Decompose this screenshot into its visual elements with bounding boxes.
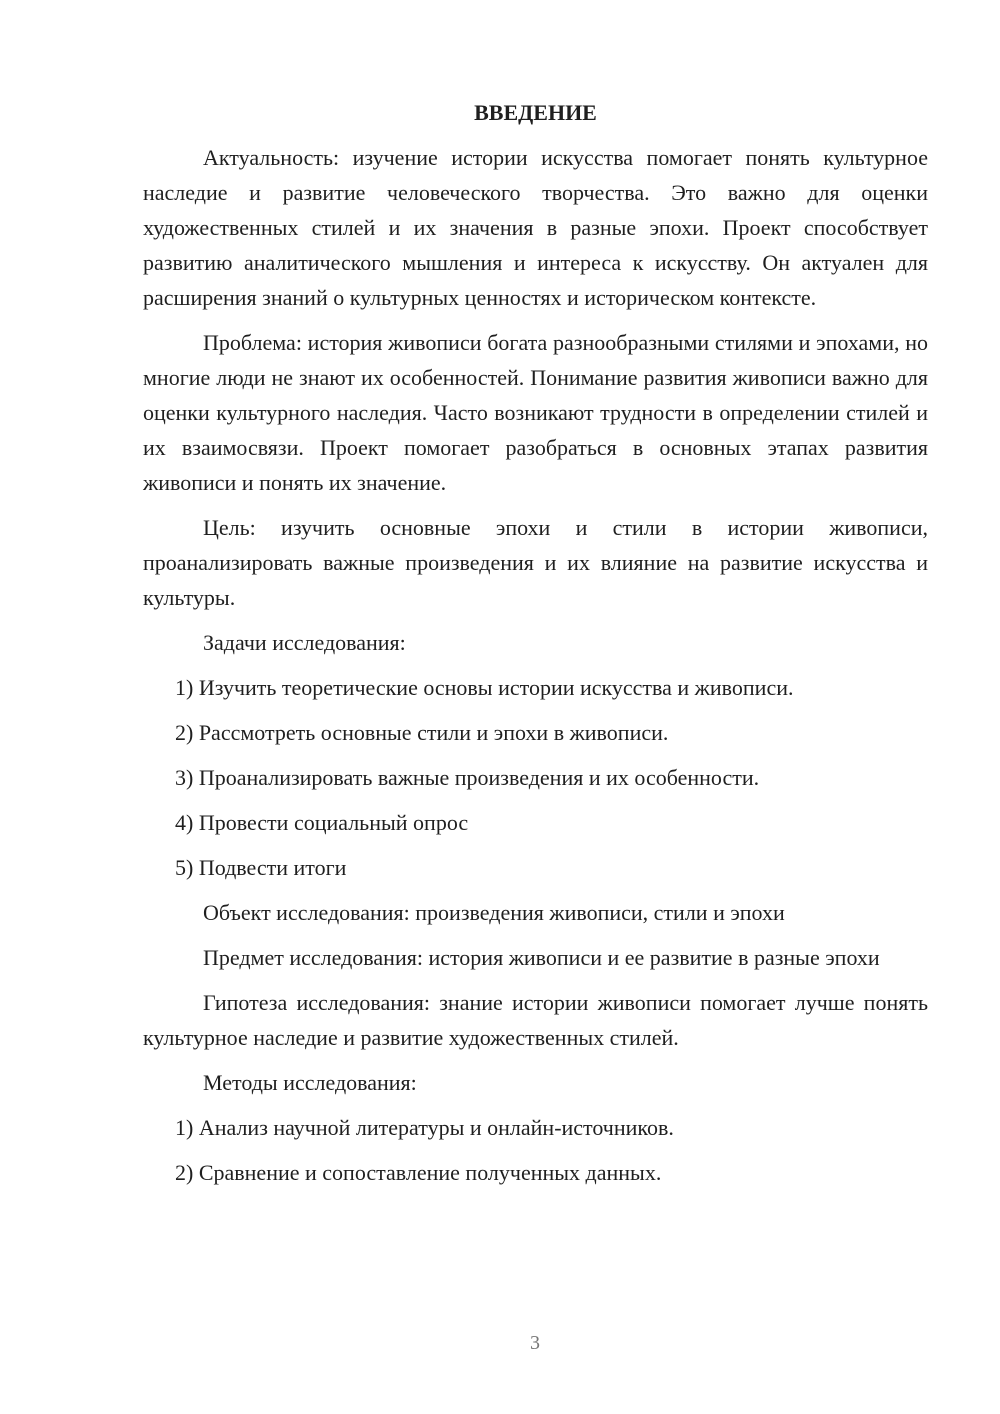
list-item: 1) Анализ научной литературы и онлайн-источников. [175,1115,674,1140]
page-content [143,95,928,1200]
methods-heading: Методы исследования: [203,1070,417,1095]
tasks-heading: Задачи исследования: [203,630,406,655]
list-item: 1) Изучить теоретические основы истории искусства и живописи. [175,675,794,700]
list-item: 4) Провести социальный опрос [175,810,469,835]
list-item: 2) Рассмотреть основные стили и эпохи в живописи. [175,720,669,745]
list-item: 5) Подвести итоги [175,855,347,880]
problem-paragraph: Проблема: история живописи богата разнообразными стилями и эпохами, но многие люди не знают их особенностей. Понимание развития живописи важно для оценки культурного наследия. Часто возникают трудности в определении стилей и их взаимосвязи. Проект помогает разобраться в основных этапах развития живописи и понять их значение. [143,330,928,495]
goal-paragraph: Цель: изучить основные эпохи и стили в истории живописи, проанализировать важные произведения и их влияние на развитие искусства и культуры. [143,515,928,610]
object-paragraph: Объект исследования: произведения живописи, стили и эпохи [203,900,785,925]
list-item: 2) Сравнение и сопоставление полученных данных. [175,1160,662,1185]
page-number: 3 [530,1332,540,1354]
tasks-list [143,670,928,885]
list-item: 3) Проанализировать важные произведения и их особенности. [175,765,760,790]
subject-paragraph: Предмет исследования: история живописи и ее развитие в разные эпохи [203,945,880,970]
methods-list [143,1110,928,1190]
hypothesis-paragraph: Гипотеза исследования: знание истории живописи помогает лучше понять культурное наследие и развитие художественных стилей. [143,990,928,1050]
relevance-paragraph: Актуальность: изучение истории искусства помогает понять культурное наследие и развитие человеческого творчества. Это важно для оценки художественных стилей и их значения в разные эпохи. Проект способствует развитию аналитического мышления и интереса к искусству. Он актуален для расширения знаний о культурных ценностях и историческом контексте. [143,145,928,310]
section-title: ВВЕДЕНИЕ [474,100,597,125]
